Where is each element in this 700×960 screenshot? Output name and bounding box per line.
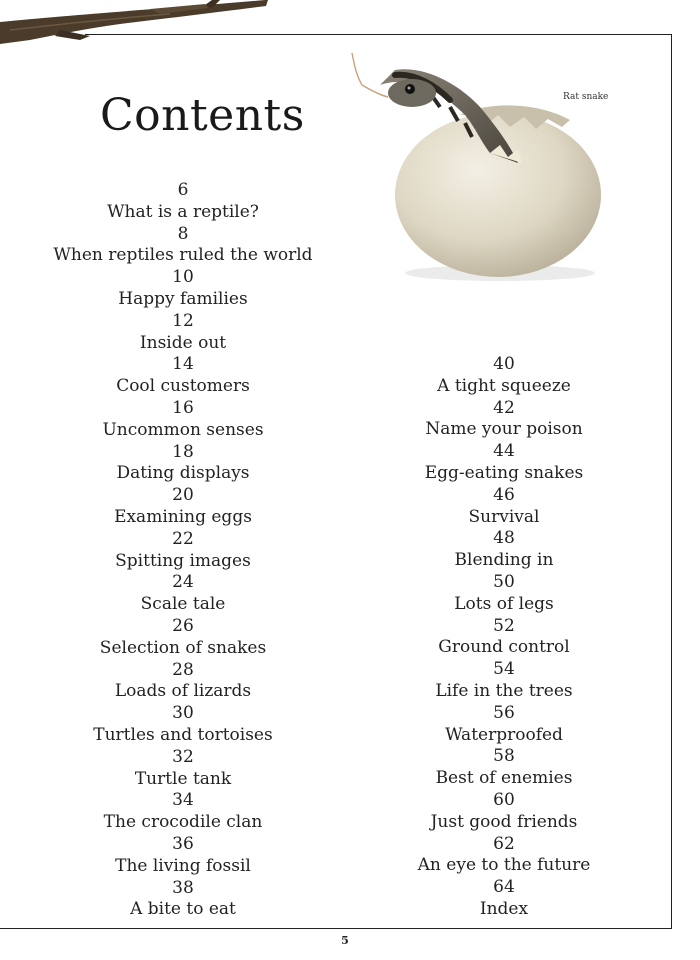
toc-label: Happy families — [118, 288, 248, 309]
toc-page-number: 16 — [172, 397, 194, 418]
toc-entry[interactable] — [344, 485, 664, 529]
toc-entry[interactable] — [23, 529, 343, 573]
toc-entry[interactable] — [23, 660, 343, 704]
toc-label: Egg-eating snakes — [424, 462, 584, 483]
toc-entry[interactable] — [344, 659, 664, 703]
toc-label: What is a reptile? — [107, 201, 259, 222]
toc-page-number: 36 — [172, 833, 194, 854]
toc-entry[interactable] — [344, 528, 664, 572]
toc-entry[interactable] — [23, 703, 343, 747]
toc-page-number: 62 — [493, 833, 515, 854]
toc-label: Dating displays — [116, 463, 250, 484]
toc-page-number: 22 — [172, 528, 194, 549]
toc-label: Inside out — [139, 332, 227, 353]
toc-page-number: 32 — [172, 746, 194, 767]
toc-label: Life in the trees — [435, 680, 573, 701]
toc-entry[interactable] — [23, 790, 343, 834]
toc-page-number: 54 — [493, 659, 515, 680]
toc-page-number: 20 — [172, 485, 194, 506]
toc-entry[interactable] — [344, 572, 664, 616]
toc-label: Blending in — [454, 550, 554, 571]
toc-entry[interactable] — [23, 180, 343, 224]
toc-page-number: 30 — [172, 703, 194, 724]
toc-page-number: 52 — [493, 615, 515, 636]
toc-page-number: 44 — [493, 441, 515, 462]
toc-label: Spitting images — [115, 550, 251, 571]
toc-label: Survival — [468, 506, 540, 527]
frame-right-border — [671, 34, 672, 928]
toc-page-number: 56 — [493, 702, 515, 723]
toc-label: The living fossil — [115, 855, 251, 876]
toc-label: Index — [479, 898, 529, 919]
toc-entry[interactable] — [344, 834, 664, 878]
toc-page-number: 46 — [493, 484, 515, 505]
toc-page-number: 42 — [493, 397, 515, 418]
toc-entry[interactable] — [344, 441, 664, 485]
toc-label: Waterproofed — [445, 724, 563, 745]
page-number: 5 — [341, 934, 349, 947]
frame-bottom-border — [0, 928, 672, 929]
branch-illustration — [0, 0, 270, 45]
toc-entry[interactable] — [344, 398, 664, 442]
toc-label: Just good friends — [430, 811, 578, 832]
toc-entry[interactable] — [23, 398, 343, 442]
toc-page-number: 6 — [177, 180, 189, 200]
toc-entry[interactable] — [23, 834, 343, 878]
toc-page-number: 60 — [493, 789, 515, 810]
toc-entry[interactable] — [344, 703, 664, 747]
toc-page-number: 58 — [493, 746, 515, 767]
toc-label: Turtle tank — [134, 768, 232, 789]
toc-page-number: 64 — [493, 877, 515, 898]
toc-entry[interactable] — [344, 616, 664, 660]
toc-label: When reptiles ruled the world — [53, 245, 313, 266]
toc-entry[interactable] — [23, 747, 343, 791]
toc-label: Scale tale — [140, 594, 226, 615]
toc-label: Loads of lizards — [114, 681, 252, 702]
toc-page-number: 8 — [177, 223, 189, 244]
toc-page-number: 26 — [172, 615, 194, 636]
toc-entry[interactable] — [23, 572, 343, 616]
toc-page-number: 24 — [172, 572, 194, 593]
toc-entry[interactable] — [23, 442, 343, 486]
toc-page-number: 40 — [493, 354, 515, 374]
toc-page-number: 18 — [172, 441, 194, 462]
toc-label: Cool customers — [116, 376, 250, 397]
toc-label: Lots of legs — [454, 593, 554, 614]
toc-page-number: 34 — [172, 790, 194, 811]
toc-label: Turtles and tortoises — [93, 724, 273, 745]
toc-label: Ground control — [438, 637, 570, 658]
toc-label: Best of enemies — [435, 768, 573, 789]
toc-entry[interactable] — [344, 746, 664, 790]
photo-caption: Rat snake — [563, 92, 609, 102]
toc-page-number: 38 — [172, 877, 194, 898]
toc-entry[interactable] — [23, 311, 343, 355]
page-title: Contents — [100, 90, 305, 141]
toc-page-number: 28 — [172, 659, 194, 680]
toc-left-column — [23, 180, 343, 921]
toc-entry[interactable] — [344, 354, 664, 398]
toc-label: The crocodile clan — [103, 812, 263, 833]
frame-top-border — [85, 34, 672, 35]
toc-label: A bite to eat — [130, 899, 236, 920]
toc-entry[interactable] — [23, 267, 343, 311]
snake-egg-photo — [340, 45, 610, 285]
toc-entry[interactable] — [344, 790, 664, 834]
toc-entry[interactable] — [344, 877, 664, 921]
toc-label: Examining eggs — [114, 506, 252, 527]
toc-label: Uncommon senses — [102, 419, 264, 440]
toc-label: Name your poison — [425, 419, 583, 440]
toc-label: Selection of snakes — [99, 637, 267, 658]
toc-page-number: 14 — [172, 354, 194, 375]
toc-label: An eye to the future — [417, 855, 591, 876]
toc-label: A tight squeeze — [437, 375, 571, 396]
toc-page-number: 10 — [172, 267, 194, 288]
toc-page-number: 50 — [493, 571, 515, 592]
toc-entry[interactable] — [23, 224, 343, 268]
toc-entry[interactable] — [23, 354, 343, 398]
toc-page-number: 12 — [172, 310, 194, 331]
toc-right-column — [344, 354, 664, 921]
toc-page-number: 48 — [493, 528, 515, 549]
toc-entry[interactable] — [23, 878, 343, 922]
toc-entry[interactable] — [23, 485, 343, 529]
toc-entry[interactable] — [23, 616, 343, 660]
